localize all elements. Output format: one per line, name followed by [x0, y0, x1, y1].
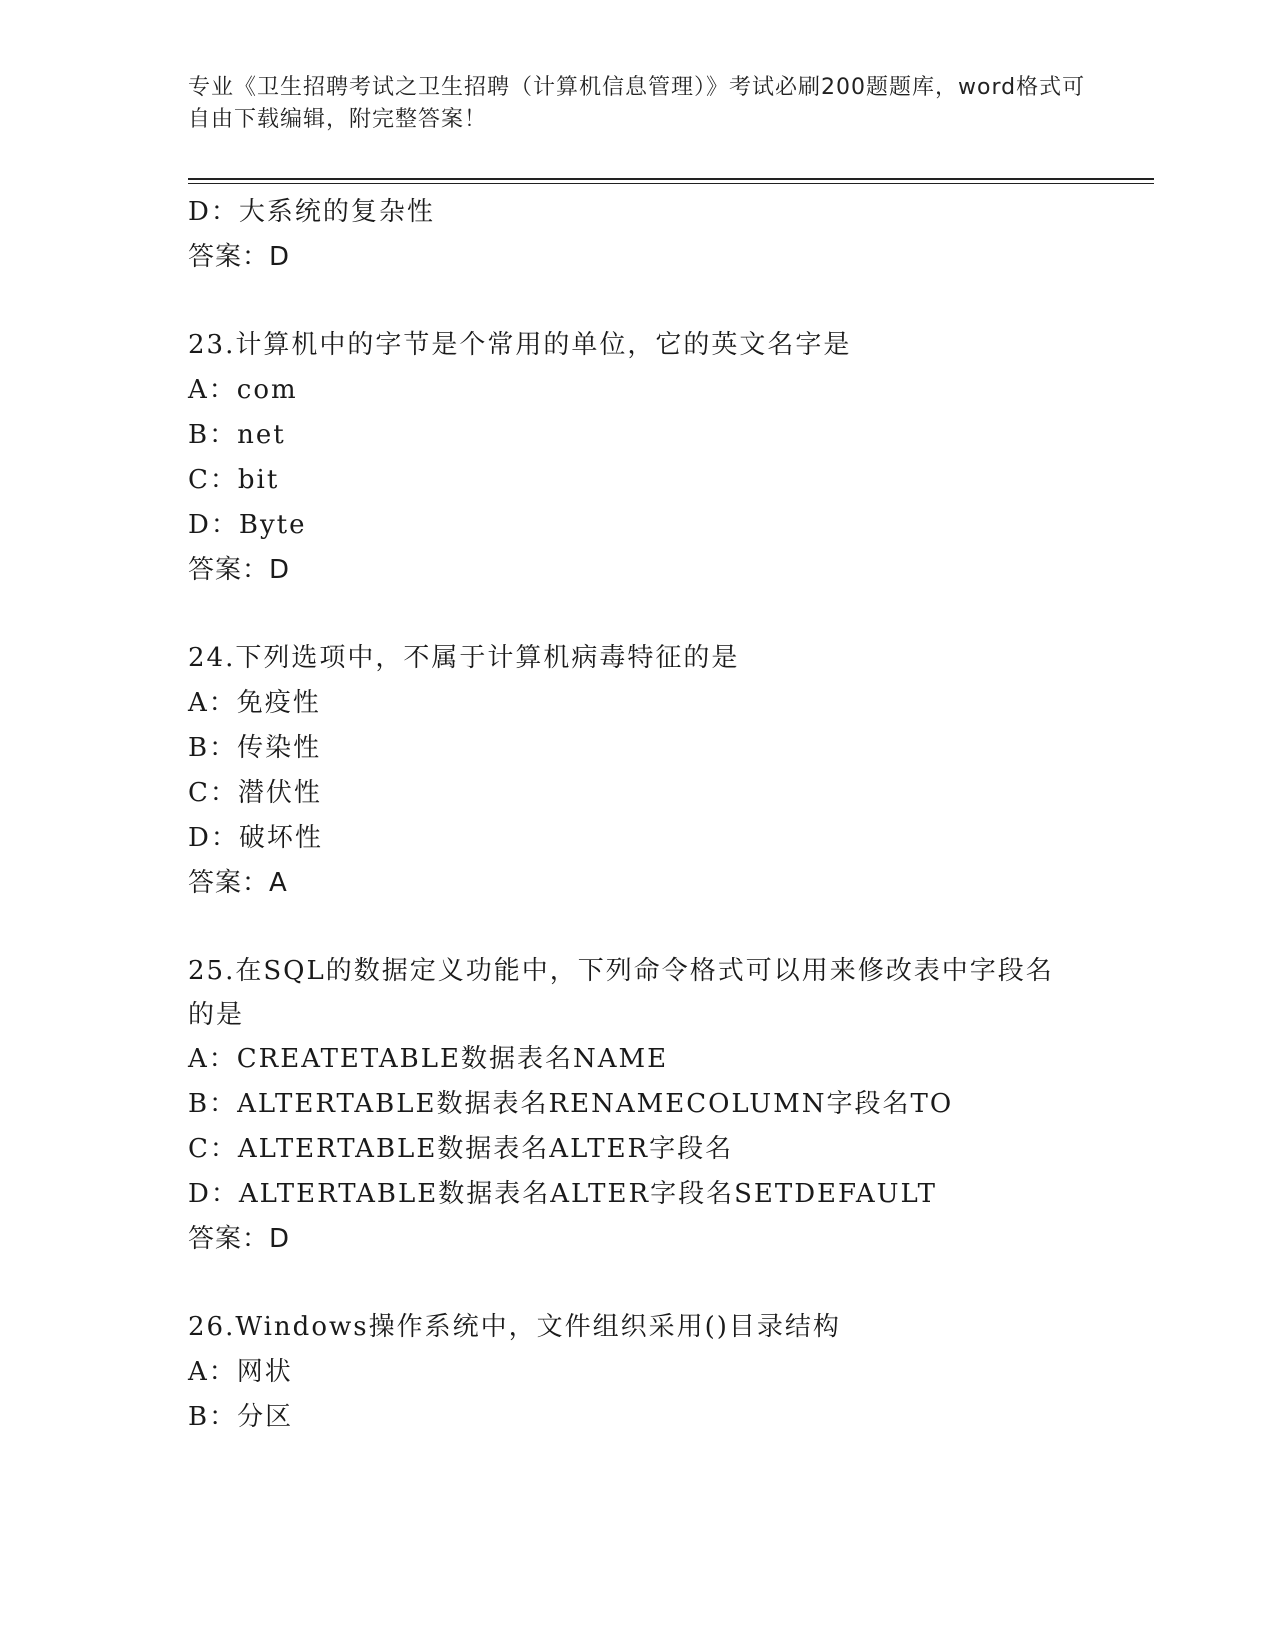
header-rule-thin: [188, 183, 1154, 184]
option-a: A：免疫性: [188, 688, 321, 718]
spacer: [188, 1262, 1088, 1305]
question-stem: 25.在SQL的数据定义功能中，下列命令格式可以用来修改表中字段名的是: [188, 956, 1054, 1030]
option-a: A：CREATETABLE数据表名NAME: [188, 1044, 669, 1074]
question-23: [188, 323, 1088, 593]
option-b: B：传染性: [188, 733, 322, 763]
option-c: C：潜伏性: [188, 778, 322, 808]
content-body: [188, 190, 1088, 1440]
option-d: D：破坏性: [188, 823, 323, 853]
spacer: [188, 593, 1088, 636]
option-b: B：分区: [188, 1402, 294, 1432]
option-a: A：网状: [188, 1357, 293, 1387]
option-b: B：ALTERTABLE数据表名RENAMECOLUMN字段名TO: [188, 1089, 954, 1119]
answer: 答案：D: [188, 555, 291, 585]
question-24: [188, 636, 1088, 906]
option-d: D：ALTERTABLE数据表名ALTER字段名SETDEFAULT: [188, 1179, 937, 1209]
document-header: 专业《卫生招聘考试之卫生招聘（计算机信息管理）》考试必刷200题题库，word格式可自由下载编辑，附完整答案！: [188, 75, 1086, 132]
spacer: [188, 280, 1088, 323]
option-c: C：bit: [188, 465, 280, 495]
option-a: A：com: [188, 375, 298, 405]
question-25: [188, 949, 1088, 1262]
question-26: [188, 1305, 1088, 1440]
option-c: C：ALTERTABLE数据表名ALTER字段名: [188, 1134, 734, 1164]
question-stem: 26.Windows操作系统中，文件组织采用()目录结构: [188, 1312, 841, 1342]
prev-answer: 答案：D: [188, 242, 291, 272]
question-stem: 24.下列选项中，不属于计算机病毒特征的是: [188, 643, 740, 673]
option-d: D：Byte: [188, 510, 307, 540]
question-stem: 23.计算机中的字节是个常用的单位，它的英文名字是: [188, 330, 852, 360]
option-b: B：net: [188, 420, 286, 450]
answer: 答案：D: [188, 1224, 291, 1254]
prev-option-d: D：大系统的复杂性: [188, 197, 435, 227]
spacer: [188, 906, 1088, 949]
header-rule-thick: [188, 178, 1154, 180]
answer: 答案：A: [188, 868, 288, 898]
